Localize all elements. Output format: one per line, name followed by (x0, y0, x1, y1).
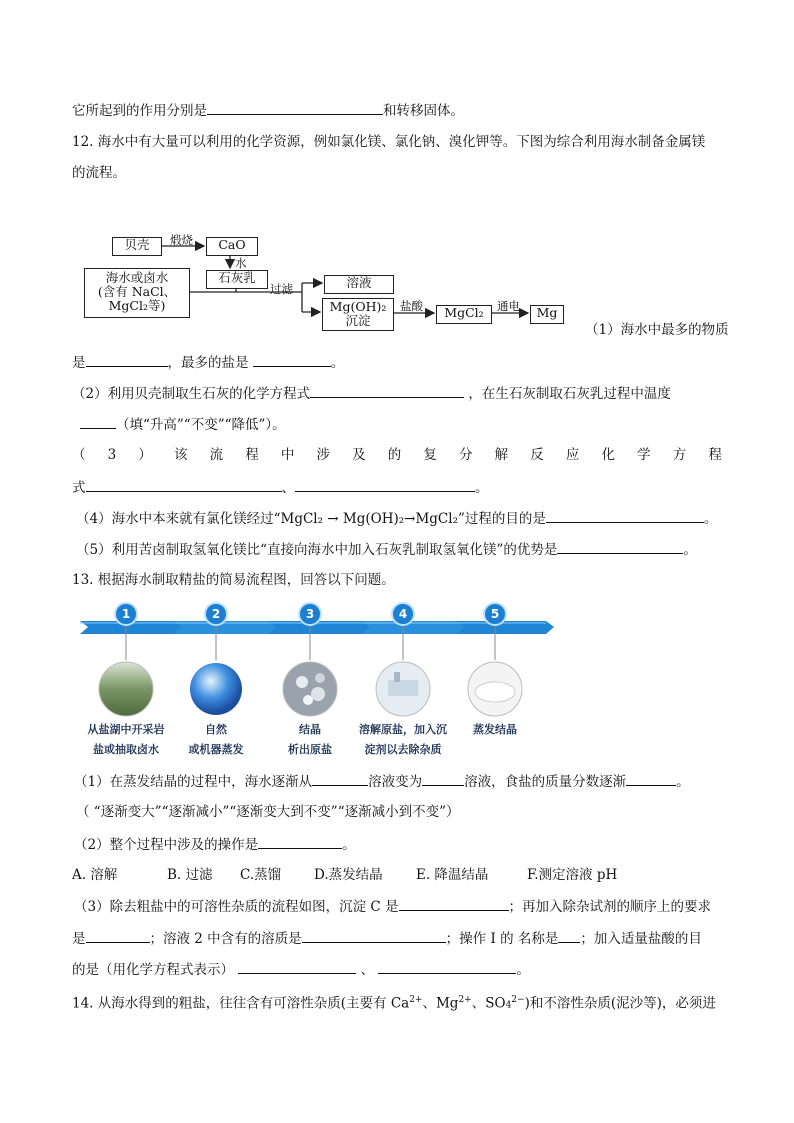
answer-blank[interactable] (378, 959, 516, 974)
text: （3）除去粗盐中的可溶性杂质的流程如图，沉淀 C 是 (74, 899, 399, 915)
precipitate-line: Mg(OH)₂ (329, 299, 387, 314)
char: 化 (601, 447, 615, 463)
char: 复 (423, 447, 437, 463)
step-1-caption (76, 720, 176, 760)
step-5-caption (445, 720, 545, 740)
crystal-image (283, 662, 337, 716)
seawater-line: 海水或卤水 (105, 270, 169, 285)
filter-label: 过滤 (270, 282, 293, 296)
precipitate-line: 沉淀 (345, 313, 371, 328)
superscript: 2+ (458, 995, 472, 1005)
q12-1-a: （1）海水中最多的物质 (585, 322, 729, 338)
hcl-label: 盐酸 (400, 299, 423, 313)
q13-3-a (74, 896, 711, 917)
answer-blank[interactable] (558, 928, 580, 943)
text: 的是（用化学方程式表示） (72, 962, 234, 978)
char: 该 (173, 447, 188, 463)
answer-blank[interactable] (86, 928, 150, 943)
caption-line: 或机器蒸发 (188, 743, 244, 756)
shell-box: 贝壳 (112, 237, 162, 256)
caption-line: 自然 (205, 723, 227, 736)
q13-3-b (72, 928, 702, 949)
seawater-line: (含有 NaCl、 (97, 284, 177, 299)
superscript: 2− (511, 995, 525, 1005)
water-label: 水 (235, 256, 247, 270)
step-4-caption (353, 720, 453, 760)
step-2-badge: 2 (204, 602, 228, 626)
text: 溶液，食盐的质量分数逐渐 (464, 774, 627, 790)
char: 中 (280, 447, 295, 463)
text: 、SO (471, 995, 506, 1012)
cao-box: CaO (206, 237, 258, 256)
calcine-label: 煅烧 (170, 233, 193, 247)
option-f[interactable]: F.测定溶液 pH (527, 867, 618, 883)
text: ；操作 I 的 名称是 (445, 931, 559, 947)
char: 3 (107, 447, 117, 463)
answer-blank[interactable] (302, 928, 446, 943)
text: ；溶液 2 中含有的溶质是 (149, 931, 302, 947)
char: （ (72, 447, 86, 463)
salt-lake-image (99, 662, 153, 716)
text: 、 (360, 962, 375, 978)
char: ） (138, 447, 152, 463)
text: 。 (676, 774, 690, 790)
text: 、Mg (422, 995, 459, 1012)
q12-intro-cont: 的流程。 (72, 165, 126, 181)
seawater-line: MgCl₂等) (108, 298, 166, 313)
text: （5）利用苦卤制取氢氧化镁比“直接向海水中加入石灰乳制取氢氧化镁”的优势是 (76, 542, 558, 558)
text: 是 (72, 931, 86, 947)
q13-2 (74, 834, 356, 855)
text: ，在生石灰制取石灰乳过程中温度 (468, 386, 671, 402)
solution-box: 溶液 (324, 275, 394, 294)
text: 。 (475, 480, 489, 496)
caption-line: 盐或抽取卤水 (93, 743, 159, 756)
char: 学 (637, 447, 651, 463)
text: （2）整个过程中涉及的操作是 (74, 837, 259, 853)
text: )和不溶性杂质(泥沙等)，必须进 (524, 995, 716, 1012)
q12-intro: 12. 海水中有大量可以利用的化学资源，例如氯化镁、氯化钠、溴化钾等。下图为综合利用海水制备金属镁 (72, 134, 706, 150)
text: 溶液变为 (368, 774, 423, 790)
char: 反 (530, 447, 544, 463)
text: 。 (516, 962, 530, 978)
answer-blank[interactable] (422, 771, 464, 786)
text: 。 (342, 837, 356, 853)
text: ；加入适量盐酸的目 (580, 931, 702, 947)
step-4-badge: 4 (391, 602, 415, 626)
text: 它所起到的作用分别是 (72, 103, 207, 119)
text: 14. 从海水得到的粗盐，往往含有可溶性杂质(主要有 Ca (72, 995, 410, 1012)
step-3-caption (260, 720, 360, 760)
step-2-caption (166, 720, 266, 760)
electrolysis-label: 通电 (497, 299, 520, 313)
superscript: 2+ (409, 995, 423, 1005)
text: 和转移固体。 (383, 103, 464, 119)
option-a[interactable]: A. 溶解 (72, 867, 118, 883)
answer-blank[interactable] (399, 896, 509, 911)
text: ，最多的盐是 (167, 355, 249, 371)
char: 解 (494, 447, 509, 463)
char: 应 (565, 447, 580, 463)
answer-blank[interactable] (258, 834, 342, 849)
text: （1）在蒸发结晶的过程中，海水逐渐从 (74, 774, 313, 790)
q13-3-c (72, 959, 530, 980)
option-b[interactable]: B. 过滤 (167, 867, 213, 883)
step-1-badge: 1 (114, 602, 138, 626)
option-c[interactable]: C.蒸馏 (240, 867, 282, 883)
caption-line: 溶解原盐，加入沉 (359, 723, 447, 736)
answer-blank[interactable] (312, 771, 368, 786)
q14-intro (72, 990, 716, 1016)
text: （4）海水中本来就有氯化镁经过“MgCl₂ → Mg(OH)₂→MgCl₂”过程的目的是 (76, 511, 546, 527)
answer-blank[interactable] (238, 959, 356, 974)
option-d[interactable]: D.蒸发结晶 (314, 867, 383, 883)
step-5-badge: 5 (483, 602, 507, 626)
caption-line: 析出原盐 (288, 743, 332, 756)
text: 。 (330, 355, 345, 371)
char: 流 (209, 447, 224, 463)
char: 程 (708, 447, 722, 463)
caption-line: 蒸发结晶 (473, 723, 517, 736)
text: 。 (683, 542, 697, 558)
limewater-box: 石灰乳 (206, 270, 268, 289)
text: 是 (72, 355, 86, 371)
text: ；再加入除杂试剂的顺序上的要求 (508, 899, 712, 915)
char: 涉 (316, 447, 330, 463)
evaporation-image (190, 663, 242, 715)
caption-line: 从盐湖中开采岩 (87, 723, 165, 736)
text: 式 (72, 480, 86, 496)
q13-1-a (74, 771, 690, 792)
char: 程 (245, 447, 259, 463)
text: （2）利用贝壳制取生石灰的化学方程式 (72, 386, 311, 402)
q13-intro: 13. 根据海水制取精盐的简易流程图，回答以下问题。 (72, 572, 395, 588)
option-e[interactable]: E. 降温结晶 (416, 867, 489, 883)
text: 。 (703, 511, 718, 527)
answer-blank[interactable] (626, 771, 676, 786)
caption-line: 结晶 (299, 723, 321, 736)
subscript: 4 (505, 1000, 512, 1011)
mg-box: Mg (530, 305, 564, 324)
char: 的 (387, 447, 402, 463)
mgcl2-box: MgCl₂ (436, 305, 492, 324)
q13-1-b: （ “逐渐变大”“逐渐减小”“逐渐变大到不变”“逐渐减小到不变”） (76, 804, 460, 820)
char: 及 (352, 447, 366, 463)
step-3-badge: 3 (298, 602, 322, 626)
text: （填“升高”“不变”“降低”）。 (116, 417, 286, 433)
char: 分 (458, 447, 473, 463)
char: 方 (672, 447, 687, 463)
text: 、 (281, 480, 295, 496)
caption-line: 淀剂以去除杂质 (364, 743, 442, 756)
